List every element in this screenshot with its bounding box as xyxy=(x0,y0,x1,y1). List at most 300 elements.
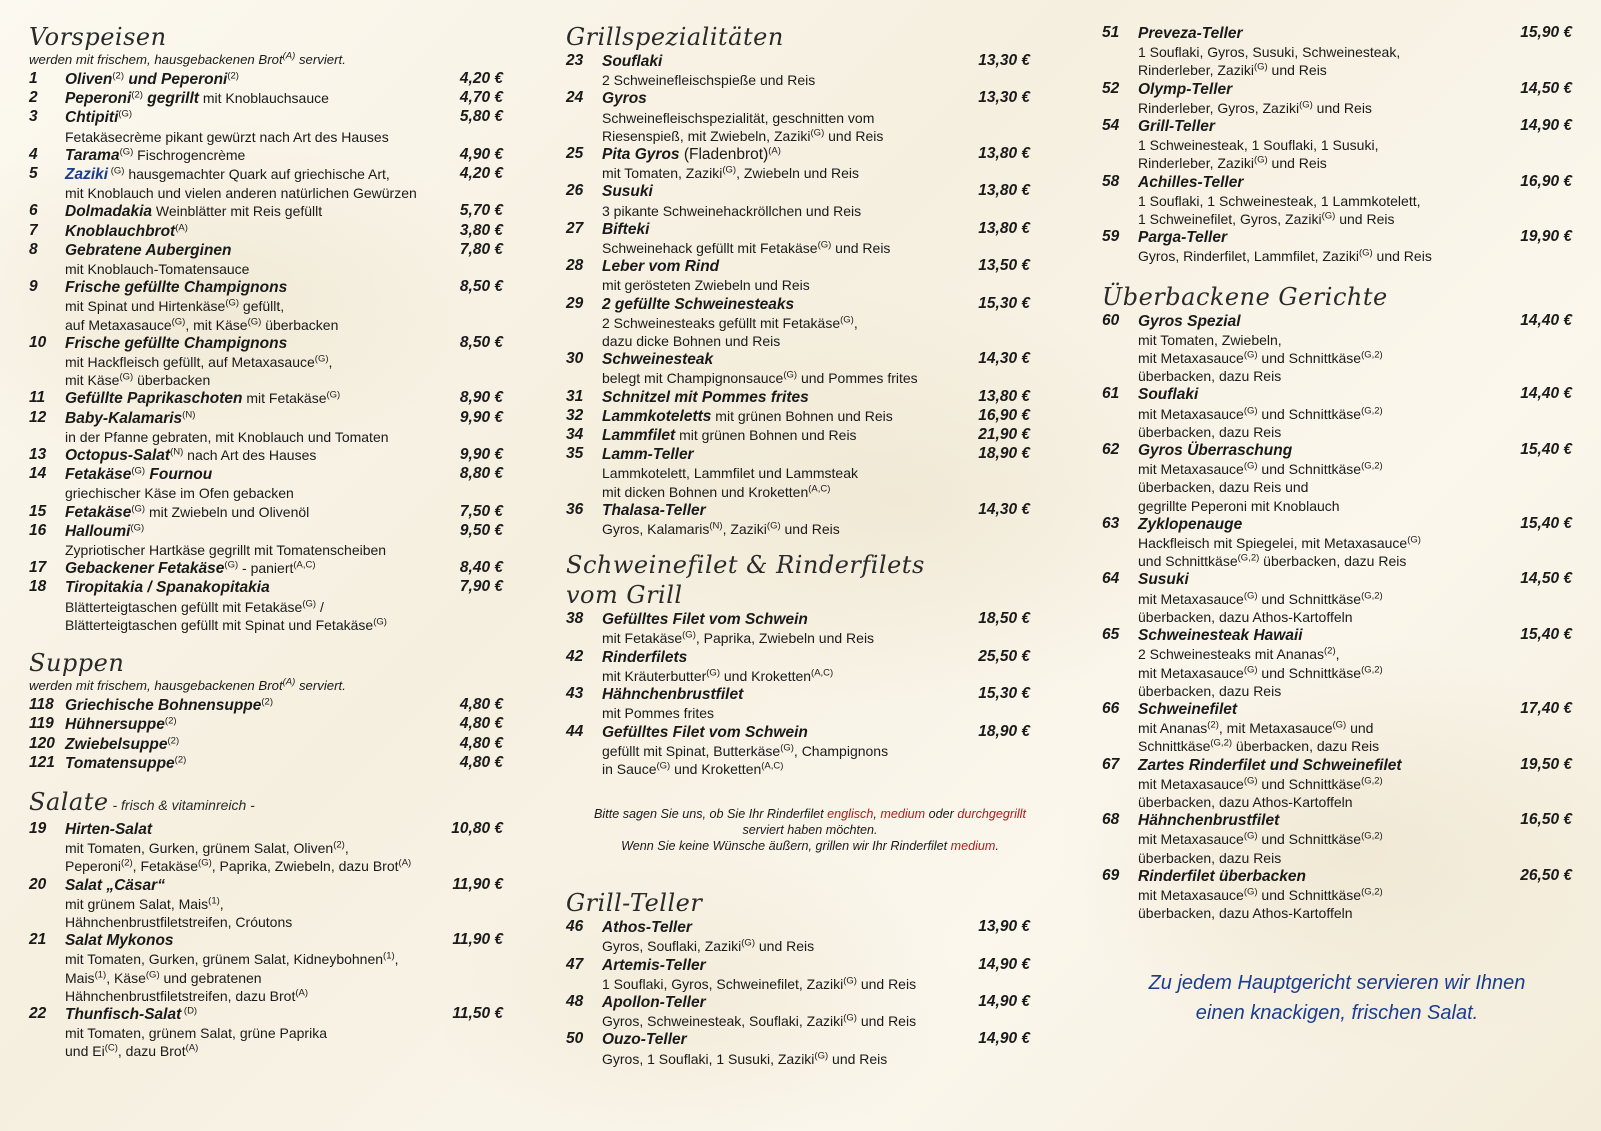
item-description: mit Metaxasauce$^{(G)}$ und Schnittkäse$^{(G,2)}$ xyxy=(1138,775,1383,792)
allergen-note: (G) xyxy=(1243,663,1258,675)
item-name: Hähnchenbrustfilet xyxy=(602,686,744,704)
item-name: Gyros Überraschung xyxy=(1138,442,1293,460)
menu-section xyxy=(29,22,515,634)
allergen-note: (A) xyxy=(295,987,309,999)
item-name: Hähnchenbrustfilet xyxy=(1138,812,1280,830)
item-description: dazu dicke Bohnen und Reis xyxy=(602,333,781,350)
section-title: Vorspeisen xyxy=(29,23,167,51)
menu-item xyxy=(29,876,515,932)
menu-item xyxy=(29,715,515,734)
menu-item xyxy=(29,334,515,390)
item-price: 4,70 € xyxy=(459,89,503,107)
item-description: Riesenspieß, mit Zwiebeln, Zaziki$^{(G)}$ und Reis xyxy=(602,127,884,144)
allergen-note: (A,C) xyxy=(761,760,784,772)
item-number: 1 xyxy=(29,70,38,87)
item-name: Zyklopenauge xyxy=(1138,515,1243,533)
item-description: und Schnittkäse$^{(G,2)}$ überbacken, dazu Reis xyxy=(1138,552,1407,570)
menu-item xyxy=(29,165,515,202)
item-name-cont: Fournou xyxy=(145,466,213,484)
item-number: 12 xyxy=(29,408,47,426)
allergen-note: (G) xyxy=(766,520,781,532)
item-description: Blätterteigtaschen gefüllt mit Spinat und Fetakäse$^{(G)}$ xyxy=(65,616,387,633)
menu-item xyxy=(566,445,1054,501)
item-description: mit Tomaten, Zaziki$^{(G)}$, Zwiebeln und Reis xyxy=(602,164,860,182)
item-name: Parga-Teller xyxy=(1138,229,1228,247)
item-price: 13,30 € xyxy=(978,52,1030,69)
item-number: 43 xyxy=(566,685,584,703)
menu-item xyxy=(29,202,515,221)
item-number: 34 xyxy=(566,426,584,444)
item-inline-desc: Fischrogencrème xyxy=(133,146,246,163)
menu-item xyxy=(29,931,515,1005)
item-number: 30 xyxy=(566,350,584,368)
menu-item xyxy=(29,70,515,89)
allergen-note: (G,2) xyxy=(1361,590,1383,602)
item-name-cont: und Peperoni xyxy=(124,71,228,88)
menu-item xyxy=(1102,24,1572,80)
item-description: Lammkotelett, Lammfilet und Lammsteak xyxy=(602,465,858,482)
item-number: 60 xyxy=(1102,311,1120,329)
allergen-note: (G) xyxy=(810,127,825,139)
item-name: Hirten-Salat xyxy=(65,820,152,838)
item-number: 27 xyxy=(566,219,584,237)
item-description: 2 Schweinesteaks gefüllt mit Fetakäse$^{(G)}$, xyxy=(602,314,858,331)
item-name: Pita Gyros xyxy=(602,146,680,164)
menu-item xyxy=(29,241,515,278)
item-number: 15 xyxy=(29,502,47,520)
item-number: 31 xyxy=(566,387,584,405)
item-price: 11,90 € xyxy=(452,931,503,949)
item-number: 120 xyxy=(29,734,55,752)
item-price: 13,80 € xyxy=(978,219,1030,237)
item-number: 25 xyxy=(566,145,584,163)
item-description: Hähnchenbrustfiletstreifen, dazu Brot$^{(A)}$ xyxy=(65,987,309,1004)
allergen-note: (G) xyxy=(1243,460,1258,472)
doneness-option: durchgegrillt xyxy=(957,807,1026,822)
item-description: Schweinehack gefüllt mit Fetakäse$^{(G)}$ und Reis xyxy=(602,239,891,257)
item-price: 14,90 € xyxy=(1520,117,1572,135)
item-price: 21,90 € xyxy=(978,426,1030,444)
item-name: Thalasa-Teller xyxy=(602,501,706,519)
item-price: 8,50 € xyxy=(459,278,503,296)
item-name: Fetakäse xyxy=(65,466,132,484)
item-name: Schweinesteak Hawaii xyxy=(1138,627,1303,645)
item-number: 22 xyxy=(29,1004,47,1022)
item-description: Rinderleber, Gyros, Zaziki$^{(G)}$ und Reis xyxy=(1138,99,1372,116)
item-number: 35 xyxy=(566,445,584,463)
menu-item xyxy=(566,723,1054,779)
item-description: 1 Souflaki, Gyros, Schweinefilet, Zaziki$^{(G)}$ und Reis xyxy=(602,975,917,992)
item-number: 4 xyxy=(29,145,38,163)
grill-note xyxy=(566,806,1054,854)
allergen-note: (G) xyxy=(1253,61,1268,73)
menu-item xyxy=(566,685,1054,722)
item-description: überbacken, dazu Reis xyxy=(1138,368,1282,385)
allergen-note: (G) xyxy=(1243,830,1258,842)
item-name: Apollon-Teller xyxy=(602,993,706,1011)
item-name: Zaziki xyxy=(65,166,109,184)
item-description: 1 Schweinesteak, 1 Souflaki, 1 Susuki, xyxy=(1138,137,1379,154)
item-price: 18,90 € xyxy=(978,445,1030,463)
allergen-note: (2) xyxy=(1324,645,1336,657)
allergen-note: (2) xyxy=(333,839,345,851)
allergen-note: (G) xyxy=(780,742,794,754)
item-description: mit Metaxasauce$^{(G)}$ und Schnittkäse$^{(G,2)}$ xyxy=(1138,830,1383,848)
item-name: Oliven xyxy=(65,71,113,88)
item-description: mit Knoblauch und vielen anderen natürlichen Gewürzen xyxy=(65,185,417,202)
allergen-note: (G) xyxy=(1407,534,1421,546)
salad-note-line: Zu jedem Hauptgericht servieren wir Ihnen xyxy=(1148,972,1526,995)
menu-section xyxy=(566,550,1054,778)
doneness-option: medium xyxy=(880,807,926,822)
item-price: 4,80 € xyxy=(459,734,503,752)
item-number: 2 xyxy=(29,89,38,107)
menu-item xyxy=(566,295,1054,351)
item-price: 5,70 € xyxy=(459,202,503,220)
item-number: 67 xyxy=(1102,755,1120,773)
item-price: 14,40 € xyxy=(1520,385,1572,403)
item-inline-desc: mit Knoblauchsauce xyxy=(198,90,329,107)
allergen-note: (A) xyxy=(185,1042,199,1054)
menu-section xyxy=(566,888,1054,1068)
menu-item xyxy=(1102,811,1572,867)
item-name: Knoblauchbrot xyxy=(65,222,176,240)
item-description: mit Kräuterbutter$^{(G)}$ und Kroketten$^{(A,C)}$ xyxy=(602,667,834,684)
allergen-note: (G) xyxy=(130,522,145,534)
menu-item xyxy=(1102,700,1572,756)
item-price: 18,50 € xyxy=(978,610,1030,628)
item-number: 44 xyxy=(566,722,584,740)
allergen-note: (G) xyxy=(1243,886,1258,898)
menu-section xyxy=(29,787,515,1061)
item-name: Gyros Spezial xyxy=(1138,312,1241,330)
allergen-note: (G) xyxy=(314,353,329,365)
item-price: 8,50 € xyxy=(459,333,503,351)
item-price: 11,50 € xyxy=(452,1004,503,1022)
item-number: 3 xyxy=(29,108,38,126)
allergen-note: (A) xyxy=(398,857,412,869)
item-price: 8,90 € xyxy=(459,389,503,407)
item-price: 8,80 € xyxy=(459,465,503,483)
item-price: 3,80 € xyxy=(459,221,503,239)
item-description: überbacken, dazu Reis und xyxy=(1138,479,1309,496)
allergen-note: (2) xyxy=(164,715,177,727)
item-name: Gebackener Fetakäse xyxy=(65,560,225,578)
allergen-note: (C) xyxy=(104,1042,118,1054)
item-number: 65 xyxy=(1102,626,1120,644)
item-price: 7,80 € xyxy=(459,240,503,258)
item-number: 48 xyxy=(566,992,584,1010)
item-number: 11 xyxy=(29,389,46,407)
grill-note-line: serviert haben möchten. xyxy=(742,823,878,838)
column-right xyxy=(1102,24,1572,1028)
item-description: Gyros, Kalamaris$^{(N)}$, Zaziki$^{(G)}$ und Reis xyxy=(602,520,840,538)
item-description: 3 pikante Schweinehackröllchen und Reis xyxy=(602,202,862,219)
item-description: Gyros, Schweinesteak, Souflaki, Zaziki$^{(G)}$ und Reis xyxy=(602,1012,917,1030)
item-price: 14,90 € xyxy=(978,1030,1030,1048)
menu-section xyxy=(566,22,1054,538)
menu-item xyxy=(1102,867,1572,923)
item-description: Rinderleber, Zaziki$^{(G)}$ und Reis xyxy=(1138,154,1327,172)
item-description: mit Spinat und Hirtenkäse$^{(G)}$ gefüllt, xyxy=(65,297,285,315)
item-description: mit Metaxasauce$^{(G)}$ und Schnittkäse$^{(G,2)}$ xyxy=(1138,460,1383,478)
allergen-note: (A,C) xyxy=(811,667,834,679)
item-name: Gebratene Auberginen xyxy=(65,241,232,259)
menu-item xyxy=(566,257,1054,294)
menu-section xyxy=(1102,282,1572,923)
item-price: 7,50 € xyxy=(459,502,503,520)
allergen-note: (2) xyxy=(121,857,133,869)
item-number: 23 xyxy=(566,52,584,69)
menu-item xyxy=(29,503,515,522)
item-description: Hähnchenbrustfiletstreifen, Cróutons xyxy=(65,913,293,930)
menu-item xyxy=(1102,626,1572,700)
item-name: Frische gefüllte Champignons xyxy=(65,334,288,352)
menu-section xyxy=(29,648,515,773)
item-description: mit Metaxasauce$^{(G)}$ und Schnittkäse$^{(G,2)}$ xyxy=(1138,886,1383,903)
item-price: 15,90 € xyxy=(1520,24,1572,41)
allergen-note: (G) xyxy=(817,239,832,251)
item-price: 4,20 € xyxy=(459,165,503,183)
allergen-note: (G,2) xyxy=(1361,663,1383,675)
item-description: mit Fetakäse$^{(G)}$, Paprika, Zwiebeln und Reis xyxy=(602,629,875,647)
item-name: Zartes Rinderfilet und Schweinefilet xyxy=(1138,756,1402,774)
item-name: Octopus-Salat xyxy=(65,447,171,465)
item-name: Schweinesteak xyxy=(602,351,714,369)
section-title: Schweinefilet & Rinderfilets xyxy=(566,551,925,580)
allergen-note: (G) xyxy=(840,314,854,326)
menu-item xyxy=(566,407,1054,426)
item-number: 59 xyxy=(1102,228,1120,246)
item-name: Lammfilet xyxy=(602,427,676,445)
item-name: Susuki xyxy=(602,183,653,201)
menu-item xyxy=(29,278,515,334)
item-price: 13,80 € xyxy=(978,145,1030,163)
item-description: und $Ei^{(C)}$, dazu Brot$^{(A)}$ xyxy=(65,1042,199,1060)
item-number: 13 xyxy=(29,446,47,464)
allergen-note: (G) xyxy=(118,108,133,120)
item-price: 10,80 € xyxy=(451,819,503,837)
menu-item xyxy=(29,465,515,502)
allergen-note: (G) xyxy=(373,616,387,628)
item-number: 121 xyxy=(29,753,55,771)
menu-item xyxy=(1102,441,1572,515)
allergen-note: (G) xyxy=(302,598,317,610)
item-number: 54 xyxy=(1102,117,1120,135)
menu-item xyxy=(566,388,1054,407)
item-name: Fetakäse xyxy=(65,503,132,521)
allergen-note: (G,2) xyxy=(1361,886,1383,898)
item-inline-desc: mit grünen Bohnen und Reis xyxy=(675,427,857,444)
menu-item xyxy=(29,89,515,108)
item-price: 15,30 € xyxy=(978,294,1030,312)
item-number: 21 xyxy=(29,931,47,949)
item-inline-desc: mit grünen Bohnen und Reis xyxy=(711,407,893,424)
allergen-note: (G,2) xyxy=(1361,460,1383,472)
item-number: 52 xyxy=(1102,79,1120,97)
section-title: Überbackene Gerichte xyxy=(1102,282,1388,311)
item-name: Gefüllte Paprikaschoten xyxy=(65,390,243,408)
item-name: Athos-Teller xyxy=(602,919,692,937)
item-name: 2 gefüllte Schweinesteaks xyxy=(602,295,795,313)
item-name: Gefülltes Filet vom Schwein xyxy=(602,723,808,741)
item-description: 2 Schweinefleischspieße und Reis xyxy=(602,72,816,89)
item-price: 9,90 € xyxy=(459,408,503,426)
item-price: 14,40 € xyxy=(1520,311,1572,329)
menu-item xyxy=(29,754,515,773)
allergen-note: (2) xyxy=(174,754,187,766)
item-price: 13,50 € xyxy=(978,257,1030,275)
item-inline-desc: mit Zwiebeln und Olivenöl xyxy=(145,503,310,520)
item-price: 15,40 € xyxy=(1520,514,1572,532)
item-name: Griechische Bohnensuppe xyxy=(65,697,262,715)
item-number: 16 xyxy=(29,521,47,539)
allergen-note: (2) xyxy=(112,70,125,82)
item-number: 5 xyxy=(29,165,38,183)
menu-item xyxy=(566,1030,1054,1067)
item-name: Halloumi xyxy=(65,522,131,540)
menu-item xyxy=(29,146,515,165)
allergen-note: (A) xyxy=(768,145,781,157)
doneness-option: englisch xyxy=(827,807,874,822)
allergen-note: (N) xyxy=(182,409,196,420)
menu-item xyxy=(566,426,1054,445)
allergen-note: (A) xyxy=(175,221,188,233)
item-description: mit Tomaten, Gurken, grünem Salat, Kidneybohnen$^{(1)}$, xyxy=(65,950,399,968)
item-inline-desc: (Fladenbrot) xyxy=(679,146,769,164)
menu-item xyxy=(1102,117,1572,173)
item-name: Tomatensuppe xyxy=(65,754,175,772)
item-price: 15,30 € xyxy=(978,685,1030,703)
allergen-note: (A,C) xyxy=(808,483,831,495)
menu-item xyxy=(29,1005,515,1061)
allergen-note: (G) xyxy=(131,503,146,515)
item-price: 16,90 € xyxy=(978,406,1030,424)
allergen-note: (A) xyxy=(282,50,296,62)
item-price: 14,50 € xyxy=(1520,570,1572,588)
section-title: Grill-Teller xyxy=(566,889,703,918)
allergen-note: (2) xyxy=(167,734,180,746)
item-inline-desc: nach Art des Hauses xyxy=(183,447,317,464)
item-description: mit grünem Salat, Mais$^{(1)}$, xyxy=(65,895,224,912)
item-number: 64 xyxy=(1102,570,1120,588)
item-number: 36 xyxy=(566,500,584,518)
item-name: Lammkoteletts xyxy=(602,407,712,425)
item-number: 19 xyxy=(29,819,47,837)
allergen-note: (G,2) xyxy=(1361,349,1383,361)
allergen-note: (G) xyxy=(326,389,341,401)
allergen-note: (1) xyxy=(383,950,395,962)
allergen-note: (G) xyxy=(119,371,134,383)
menu-item xyxy=(1102,80,1572,117)
column-middle xyxy=(566,22,1054,1068)
menu-item xyxy=(29,389,515,408)
item-name: Susuki xyxy=(1138,571,1189,589)
item-name: Salat „Cäsar“ xyxy=(65,876,165,894)
allergen-note: (G) xyxy=(1358,247,1373,259)
item-price: 13,80 € xyxy=(978,182,1030,200)
item-description: mit Käse$^{(G)}$ überbacken xyxy=(65,371,211,389)
item-description: mit Pommes frites xyxy=(602,705,715,722)
item-description: Rinderleber, Zaziki$^{(G)}$ und Reis xyxy=(1138,61,1327,79)
allergen-note: (A,C) xyxy=(293,559,316,571)
menu-item xyxy=(1102,385,1572,441)
allergen-note: (G) xyxy=(1299,99,1313,111)
item-number: 8 xyxy=(29,240,38,258)
item-name: Preveza-Teller xyxy=(1138,25,1243,42)
item-number: 10 xyxy=(29,333,47,351)
item-name: Tiropitakia / Spanakopitakia xyxy=(65,579,270,597)
item-inline-desc: Weinblätter mit Reis gefüllt xyxy=(152,203,323,220)
item-number: 66 xyxy=(1102,699,1120,717)
item-price: 14,90 € xyxy=(978,955,1030,973)
allergen-note: (N) xyxy=(170,446,184,458)
allergen-note: (2) xyxy=(1207,719,1219,731)
item-description: Gyros, 1 Souflaki, 1 Susuki, Zaziki$^{(G)}$ und Reis xyxy=(602,1049,888,1067)
item-name: Dolmadakia xyxy=(65,203,153,221)
allergen-note: (G) xyxy=(741,937,755,949)
item-description: mit Knoblauch-Tomatensauce xyxy=(65,261,250,278)
allergen-note: (G) xyxy=(722,164,737,176)
menu-item xyxy=(1102,570,1572,626)
item-number: 69 xyxy=(1102,866,1120,884)
item-number: 26 xyxy=(566,182,584,200)
item-description: in Sauce$^{(G)}$ und Kroketten$^{(A,C)}$ xyxy=(602,760,784,777)
item-description: überbacken, dazu Reis xyxy=(1138,423,1282,440)
item-price: 14,30 € xyxy=(978,350,1030,368)
item-name: Bifteki xyxy=(602,220,650,238)
menu-item xyxy=(29,108,515,145)
allergen-note: (2) xyxy=(131,89,143,101)
menu-item xyxy=(29,735,515,754)
item-number: 61 xyxy=(1102,385,1120,403)
allergen-note: (G) xyxy=(814,1049,829,1061)
item-price: 14,50 € xyxy=(1520,79,1572,97)
menu-item xyxy=(566,220,1054,257)
item-description: Peperoni$^{(2)}$, Fetakäse$^{(G)}$, Paprika, Zwiebeln, dazu Brot$^{(A)}$ xyxy=(65,857,412,875)
menu-item xyxy=(566,501,1054,538)
item-description: mit Ananas$^{(2)}$, mit Metaxasauce$^{(G)}$ und xyxy=(1138,719,1374,737)
allergen-note: (G) xyxy=(119,146,134,158)
item-description: auf Metaxasauce$^{(G)}$, mit Käse$^{(G)}$ überbacken xyxy=(65,315,339,333)
item-price: 19,90 € xyxy=(1520,228,1572,246)
allergen-note: (G) xyxy=(108,165,125,177)
item-number: 28 xyxy=(566,257,584,275)
item-description: mit Metaxasauce$^{(G)}$ und Schnittkäse$^{(G,2)}$ xyxy=(1138,405,1383,422)
item-description: belegt mit Champignonsauce$^{(G)}$ und Pommes frites xyxy=(602,369,918,387)
item-price: 7,90 € xyxy=(459,578,503,596)
menu-item xyxy=(566,89,1054,145)
item-name: Ouzo-Teller xyxy=(602,1031,687,1049)
item-description: überbacken, dazu Athos-Kartoffeln xyxy=(1138,608,1353,625)
allergen-note: (G) xyxy=(783,369,798,381)
item-inline-desc: hausgemachter Quark auf griechische Art, xyxy=(124,166,390,183)
allergen-note: (G) xyxy=(1243,349,1258,361)
item-description: Gyros, Rinderfilet, Lammfilet, Zaziki$^{(G)}$ und Reis xyxy=(1138,247,1432,265)
allergen-note: (1) xyxy=(208,895,220,907)
item-description: mit dicken Bohnen und Kroketten$^{(A,C)}$ xyxy=(602,483,831,500)
menu-item xyxy=(566,956,1054,993)
allergen-note: (G) xyxy=(171,315,186,327)
item-price: 13,30 € xyxy=(978,89,1030,107)
item-number: 68 xyxy=(1102,811,1120,829)
menu-item xyxy=(29,696,515,715)
allergen-note: (2) xyxy=(227,70,239,82)
item-number: 42 xyxy=(566,647,584,665)
allergen-note: (G) xyxy=(224,559,239,571)
item-number: 14 xyxy=(29,465,47,483)
menu-item xyxy=(29,522,515,559)
